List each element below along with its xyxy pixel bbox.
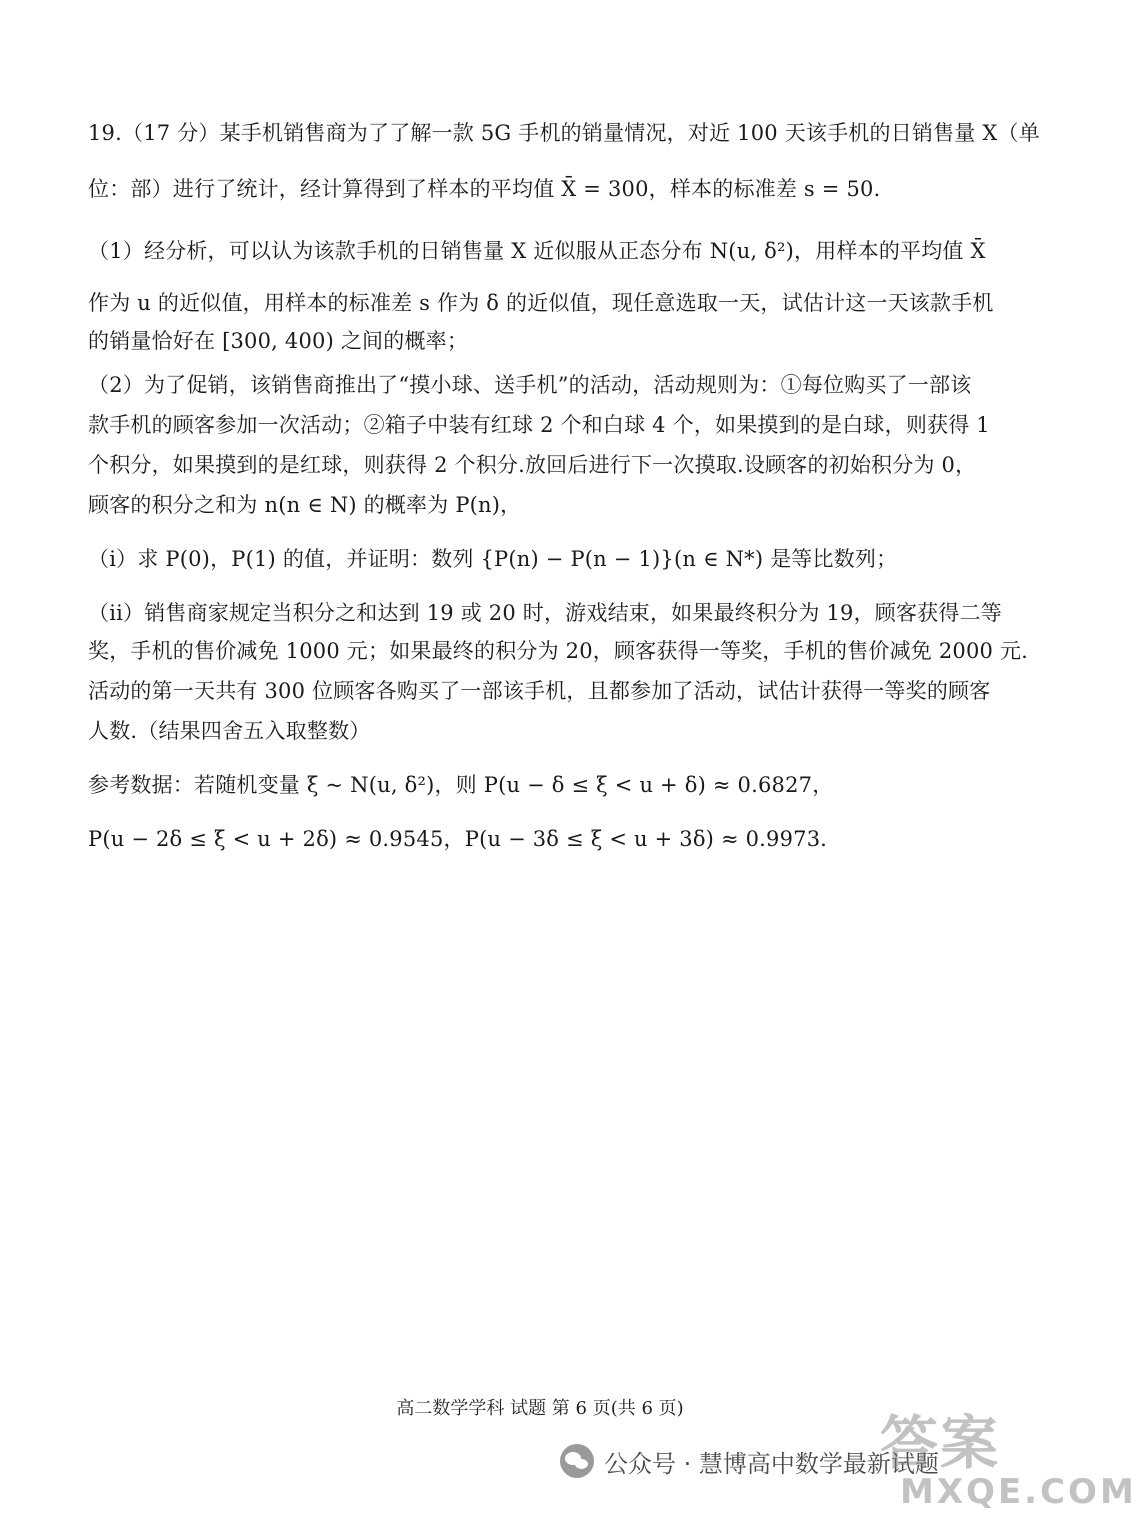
part-2-line-4: 顾客的积分之和为 n(n ∈ N) 的概率为 P(n)，: [88, 493, 522, 517]
part-2-i-line: （i）求 P(0)，P(1) 的值，并证明：数列 {P(n) − P(n − 1)}(n ∈ N*) 是等比数列；: [88, 547, 898, 571]
watermark-account-text: 公众号 · 慧博高中数学最新试题: [604, 1449, 939, 1478]
part-2-line-2: 款手机的顾客参加一次活动；②箱子中装有红球 2 个和白球 4 个，如果摸到的是白球，则获得 1: [88, 413, 990, 437]
part-2-ii-line-2: 奖，手机的售价减免 1000 元；如果最终的积分为 20，顾客获得一等奖，手机的售价减免 2000 元.: [88, 639, 1029, 663]
part-2-ii-line-1: （ii）销售商家规定当积分之和达到 19 或 20 时，游戏结束，如果最终积分为 19，顾客获得二等: [88, 601, 1002, 625]
page-footer: 高二数学学科 试题 第 6 页(共 6 页): [396, 1398, 684, 1419]
question-19-line-1: 19.（17 分）某手机销售商为了了解一款 5G 手机的销量情况，对近 100 天该手机的日销售量 X（单: [88, 121, 1040, 145]
part-2-ii-line-4: 人数.（结果四舍五入取整数）: [88, 719, 371, 743]
part-1-line-1: （1）经分析，可以认为该款手机的日销售量 X 近似服从正态分布 N(u, δ²)，用样本的平均值 X̄: [88, 239, 986, 263]
part-2-line-3: 个积分，如果摸到的是红球，则获得 2 个积分.放回后进行下一次摸取.设顾客的初始积分为 0，: [88, 453, 977, 477]
part-1-line-2: 作为 u 的近似值，用样本的标准差 s 作为 δ 的近似值，现任意选取一天，试估计这一天该款手机: [88, 291, 994, 315]
question-19-line-2: 位：部）进行了统计，经计算得到了样本的平均值 X̄ = 300，样本的标准差 s = 50．: [88, 177, 895, 201]
part-2-ii-line-3: 活动的第一天共有 300 位顾客各购买了一部该手机，且都参加了活动，试估计获得一等奖的顾客: [88, 679, 991, 703]
reference-data-line-2: P(u − 2δ ≤ ξ < u + 2δ) ≈ 0.9545，P(u − 3δ ≤ ξ < u + 3δ) ≈ 0.9973．: [88, 827, 842, 851]
reference-data-line-1: 参考数据：若随机变量 ξ ~ N(u, δ²)，则 P(u − δ ≤ ξ < u + δ) ≈ 0.6827，: [88, 773, 834, 797]
part-1-line-3: 的销量恰好在 [300, 400) 之间的概率；: [88, 329, 469, 353]
logo-top-text: 答案: [880, 1409, 1001, 1477]
site-logo-watermark: [880, 1409, 1137, 1522]
wechat-icon: [560, 1444, 594, 1478]
logo-bottom-text: MXQE.COM: [900, 1472, 1137, 1512]
part-2-line-1: （2）为了促销，该销售商推出了“摸小球、送手机”的活动，活动规则为：①每位购买了一部该: [88, 373, 972, 397]
